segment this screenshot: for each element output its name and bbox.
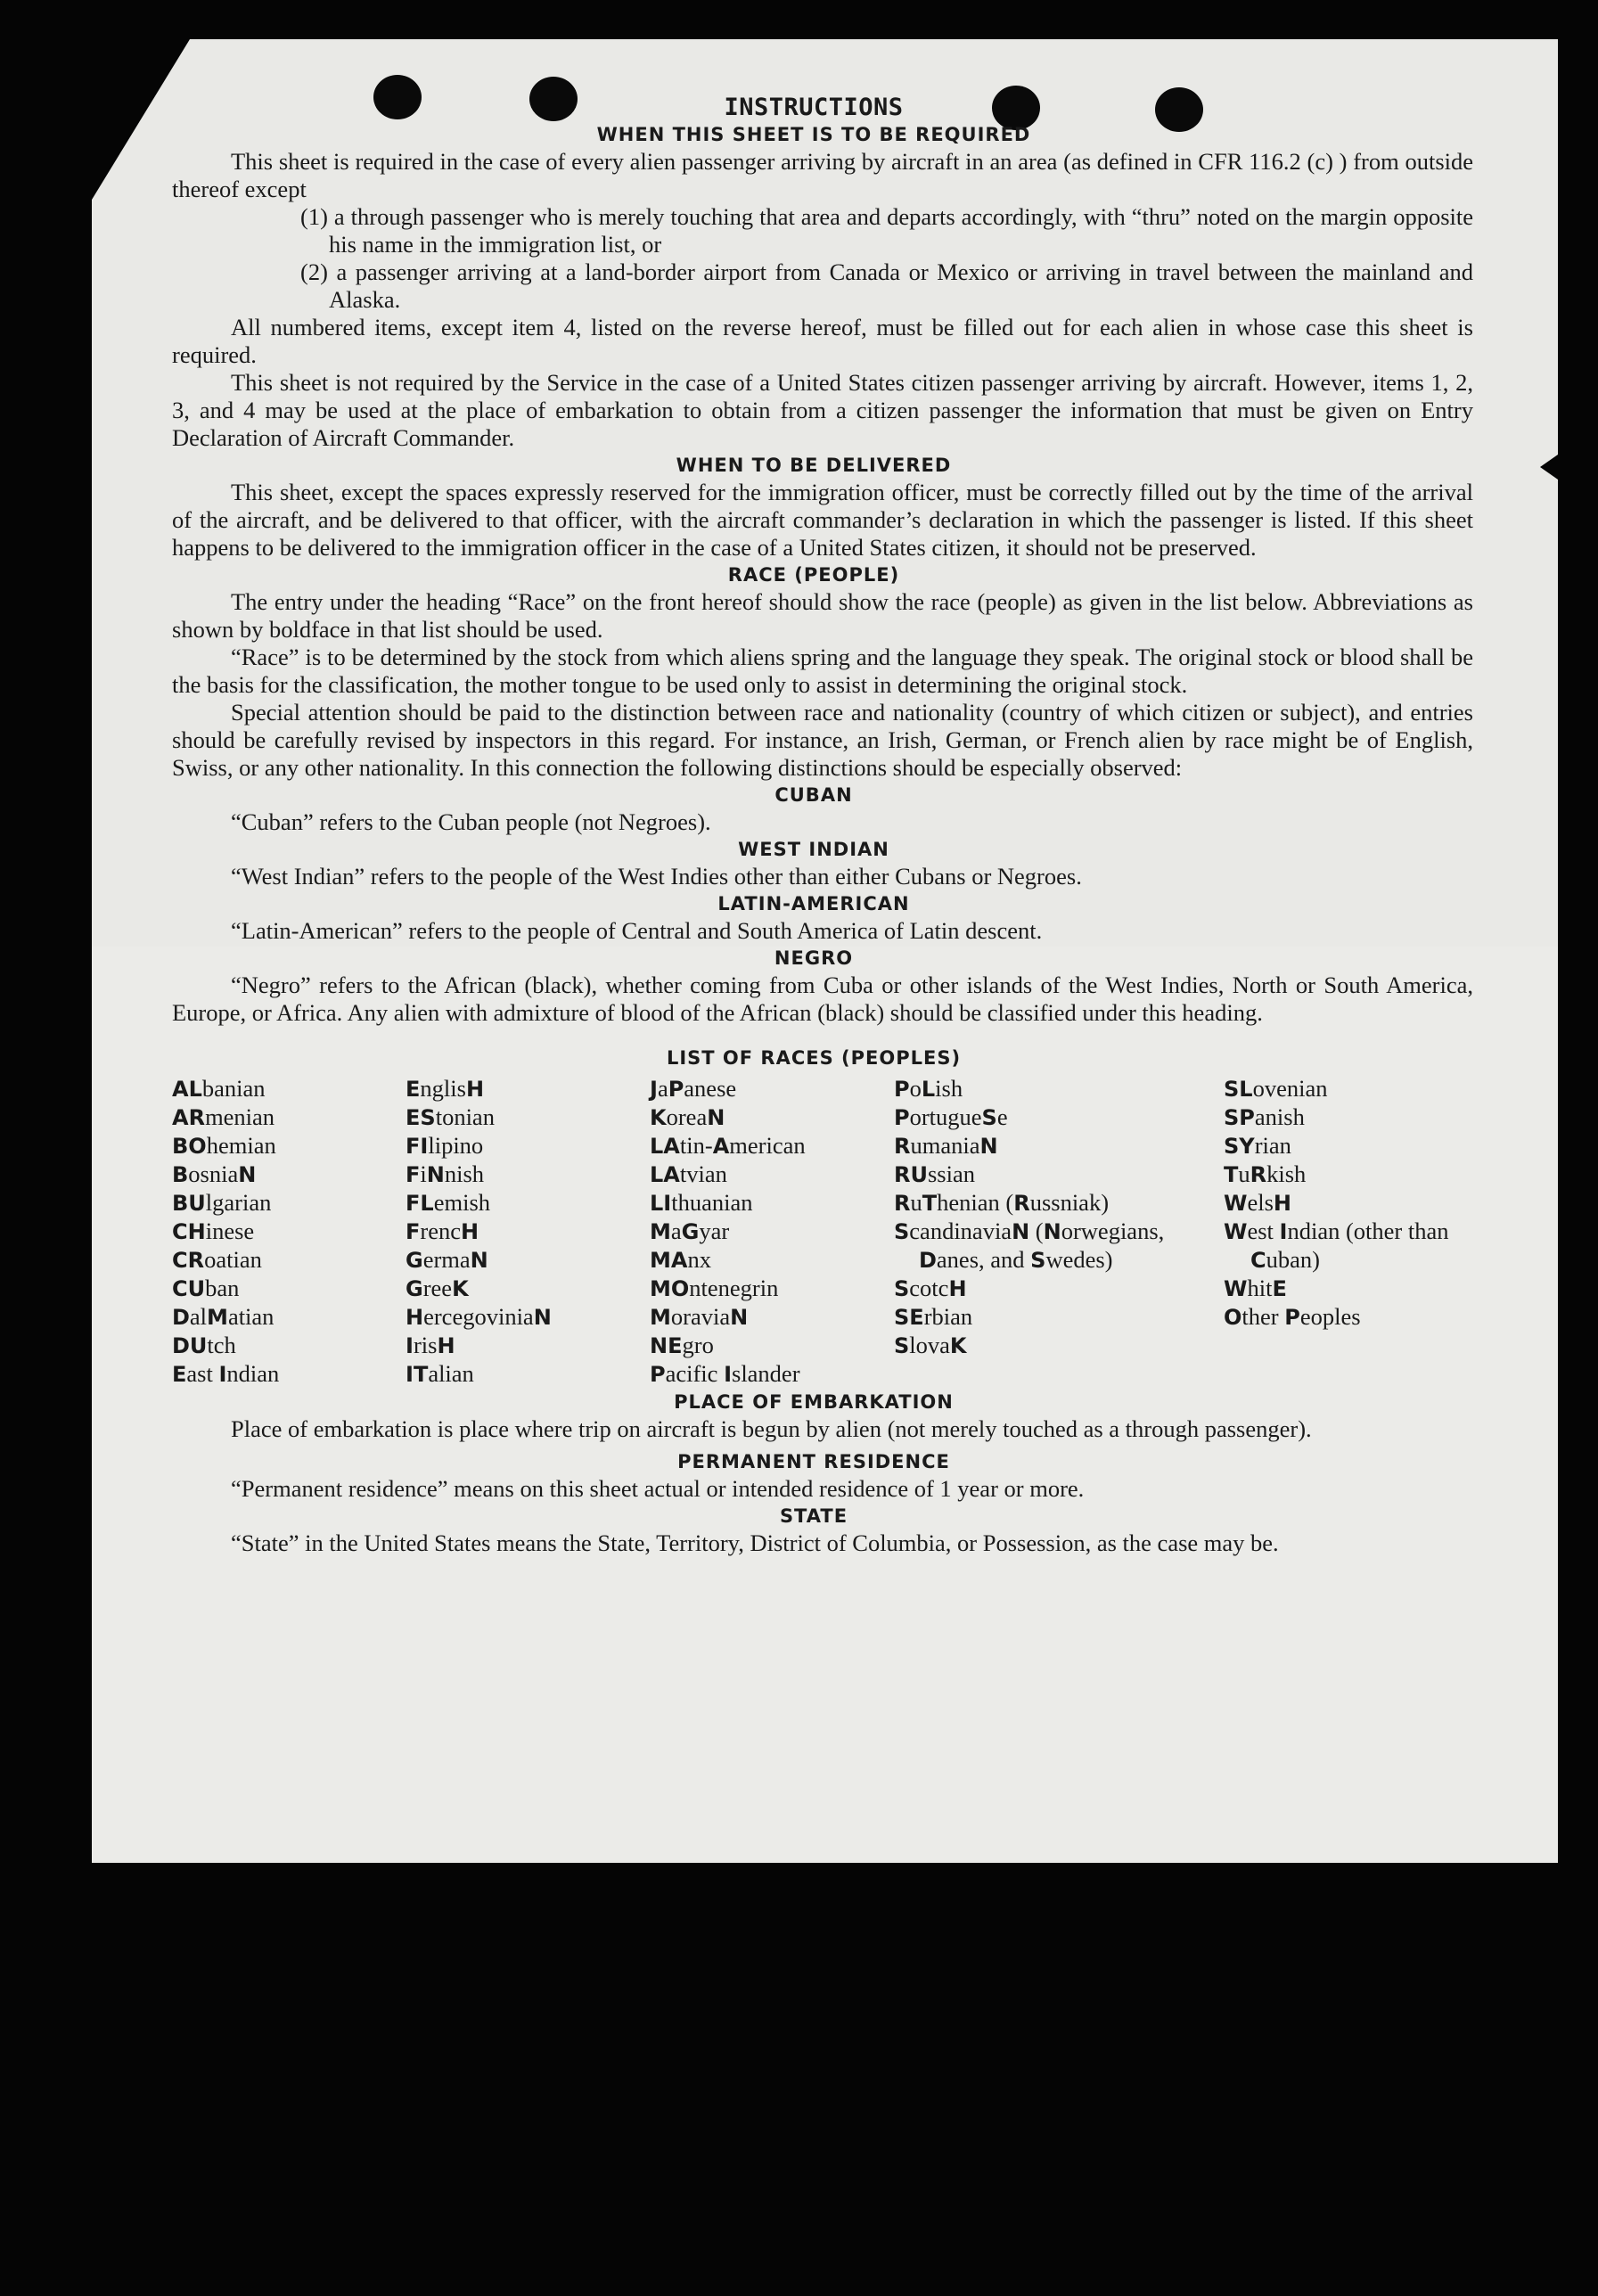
race-item: IrisH	[406, 1332, 455, 1358]
race-item: BUlgarian	[172, 1189, 272, 1216]
heading-cuban: CUBAN	[774, 784, 853, 806]
race-item: RumaniaN	[894, 1132, 998, 1159]
instructions-content	[172, 94, 1473, 1557]
paragraph-required-2: All numbered items, except item 4, listed on the reverse hereof, must be filled out for each alien in whose case this sheet is required.	[172, 314, 1473, 368]
races-column-5	[1224, 1075, 1482, 1389]
race-item: Pacific Islander	[650, 1360, 800, 1387]
race-item: RUssian	[894, 1160, 975, 1187]
race-item: ITalian	[406, 1360, 474, 1387]
race-item: FIlipino	[406, 1132, 484, 1159]
paragraph-latin-american: “Latin-American” refers to the people of Central and South America of Latin descent.	[231, 917, 1043, 944]
race-item: ALbanian	[172, 1075, 266, 1102]
race-item: East Indian	[172, 1360, 280, 1387]
race-item: DalMatian	[172, 1303, 275, 1330]
race-item: WelsH	[1224, 1189, 1292, 1216]
race-item: TuRkish	[1224, 1160, 1307, 1187]
race-item: EnglisH	[406, 1075, 485, 1102]
race-item: ARmenian	[172, 1103, 275, 1130]
edge-notch	[1540, 455, 1558, 480]
race-item: EStonian	[406, 1103, 495, 1130]
race-item: ScotcH	[894, 1275, 967, 1301]
race-item: LAtin-American	[650, 1132, 806, 1159]
race-item: DUtch	[172, 1332, 236, 1358]
race-item: Other Peoples	[1224, 1303, 1361, 1330]
race-item: GreeK	[406, 1275, 469, 1301]
list-item-2: (2) a passenger arriving at a land-border airport from Canada or Mexico or arriving in travel between the mainland and Alaska.	[300, 258, 1473, 313]
race-item: GermaN	[406, 1246, 488, 1273]
race-item: RuThenian (Russniak)	[894, 1189, 1110, 1216]
race-item: BosniaN	[172, 1160, 257, 1187]
race-item: HercegoviniaN	[406, 1303, 552, 1330]
race-item: PortugueSe	[894, 1103, 1008, 1130]
heading-embarkation: PLACE OF EMBARKATION	[674, 1391, 954, 1413]
race-item: ScandinaviaN (Norwegians, Danes, and Swedes)	[894, 1218, 1165, 1273]
heading-race: RACE (PEOPLE)	[727, 564, 900, 586]
race-item: LAtvian	[650, 1160, 727, 1187]
heading-latin-american: LATIN-AMERICAN	[717, 893, 910, 914]
race-item: SPanish	[1224, 1103, 1305, 1130]
paragraph-delivered: This sheet, except the spaces expressly reserved for the immigration officer, must be correctly filled out by the time of the arrival of the aircraft, and be delivered to that officer, with the aircraft commander’s declaration in which the passenger is listed. If this sheet happens to be delivered to the immigration officer in the case of a United States citizen, it should not be preserved.	[172, 479, 1473, 561]
paragraph-permanent-residence: “Permanent residence” means on this sheet actual or intended residence of 1 year or more.	[231, 1475, 1085, 1502]
races-column-3	[650, 1075, 894, 1389]
heading-delivered: WHEN TO BE DELIVERED	[676, 455, 952, 476]
race-item: MoraviaN	[650, 1303, 749, 1330]
paragraph-state: “State” in the United States means the State, Territory, District of Columbia, or Possession, as the case may be.	[231, 1529, 1279, 1556]
race-item: SlovaK	[894, 1332, 967, 1358]
races-column-4	[894, 1075, 1224, 1389]
race-item: SLovenian	[1224, 1075, 1328, 1102]
heading-negro: NEGRO	[774, 947, 854, 969]
race-item: FrencH	[406, 1218, 479, 1244]
race-item: NEgro	[650, 1332, 714, 1358]
race-item: WhitE	[1224, 1275, 1287, 1301]
paragraph-race-1: The entry under the heading “Race” on the front hereof should show the race (people) as given in the list below. Abbreviations as shown by boldface in that list should be used.	[172, 588, 1473, 643]
paragraph-race-2: “Race” is to be determined by the stock from which aliens spring and the language they speak. The original stock or blood shall be the basis for the classification, the mother tongue to be used only to assist in determining the original stock.	[172, 644, 1473, 698]
heading-required: WHEN THIS SHEET IS TO BE REQUIRED	[596, 124, 1031, 145]
paragraph-required-1: This sheet is required in the case of every alien passenger arriving by aircraft in an area (as defined in CFR 116.2 (c) ) from outside thereof except	[172, 148, 1473, 202]
page-title: INSTRUCTIONS	[724, 94, 904, 121]
race-item: SYrian	[1224, 1132, 1291, 1159]
races-column-1	[172, 1075, 406, 1389]
race-item: FLemish	[406, 1189, 491, 1216]
race-item: MOntenegrin	[650, 1275, 779, 1301]
heading-permanent-residence: PERMANENT RESIDENCE	[677, 1451, 950, 1472]
heading-west-indian: WEST INDIAN	[738, 839, 889, 860]
race-item: MAnx	[650, 1246, 711, 1273]
race-item: CUban	[172, 1275, 240, 1301]
paragraph-west-indian: “West Indian” refers to the people of the West Indies other than either Cubans or Negroes.	[231, 863, 1082, 890]
race-item: MaGyar	[650, 1218, 730, 1244]
race-item: CHinese	[172, 1218, 255, 1244]
paragraph-cuban: “Cuban” refers to the Cuban people (not Negroes).	[231, 808, 711, 835]
race-item: BOhemian	[172, 1132, 276, 1159]
race-item: CRoatian	[172, 1246, 262, 1273]
paragraph-embarkation: Place of embarkation is place where trip on aircraft is begun by alien (not merely touched as a through passenger).	[231, 1415, 1312, 1442]
race-item: West Indian (other than Cuban)	[1224, 1218, 1449, 1273]
race-item: PoLish	[894, 1075, 963, 1102]
list-item-1: (1) a through passenger who is merely touching that area and departs accordingly, with “thru” noted on the margin opposite his name in the immigration list, or	[300, 203, 1473, 258]
races-list	[172, 1075, 1473, 1389]
heading-state: STATE	[779, 1505, 848, 1527]
race-item: SErbian	[894, 1303, 973, 1330]
paragraph-negro: “Negro” refers to the African (black), whether coming from Cuba or other islands of the West Indies, North or South America, Europe, or Africa. Any alien with admixture of blood of the African (black) should be classified under this heading.	[172, 972, 1473, 1026]
heading-list-of-races: LIST OF RACES (PEOPLES)	[666, 1047, 962, 1069]
paragraph-required-3: This sheet is not required by the Service in the case of a United States citizen passenger arriving by aircraft. However, items 1, 2, 3, and 4 may be used at the place of embarkation to obtain from a citizen passenger the information that must be given on Entry Declaration of Aircraft Commander.	[172, 369, 1473, 451]
race-item: LIthuanian	[650, 1189, 753, 1216]
race-item: JaPanese	[650, 1075, 737, 1102]
paragraph-race-3: Special attention should be paid to the distinction between race and nationality (country of which citizen or subject), and entries should be carefully revised by inspectors in this regard. For instance, an Irish, German, or French alien by race might be of English, Swiss, or any other nationality. In this connection the following distinctions should be especially observed:	[172, 699, 1473, 781]
race-item: KoreaN	[650, 1103, 725, 1130]
races-column-2	[406, 1075, 650, 1389]
race-item: FiNnish	[406, 1160, 485, 1187]
